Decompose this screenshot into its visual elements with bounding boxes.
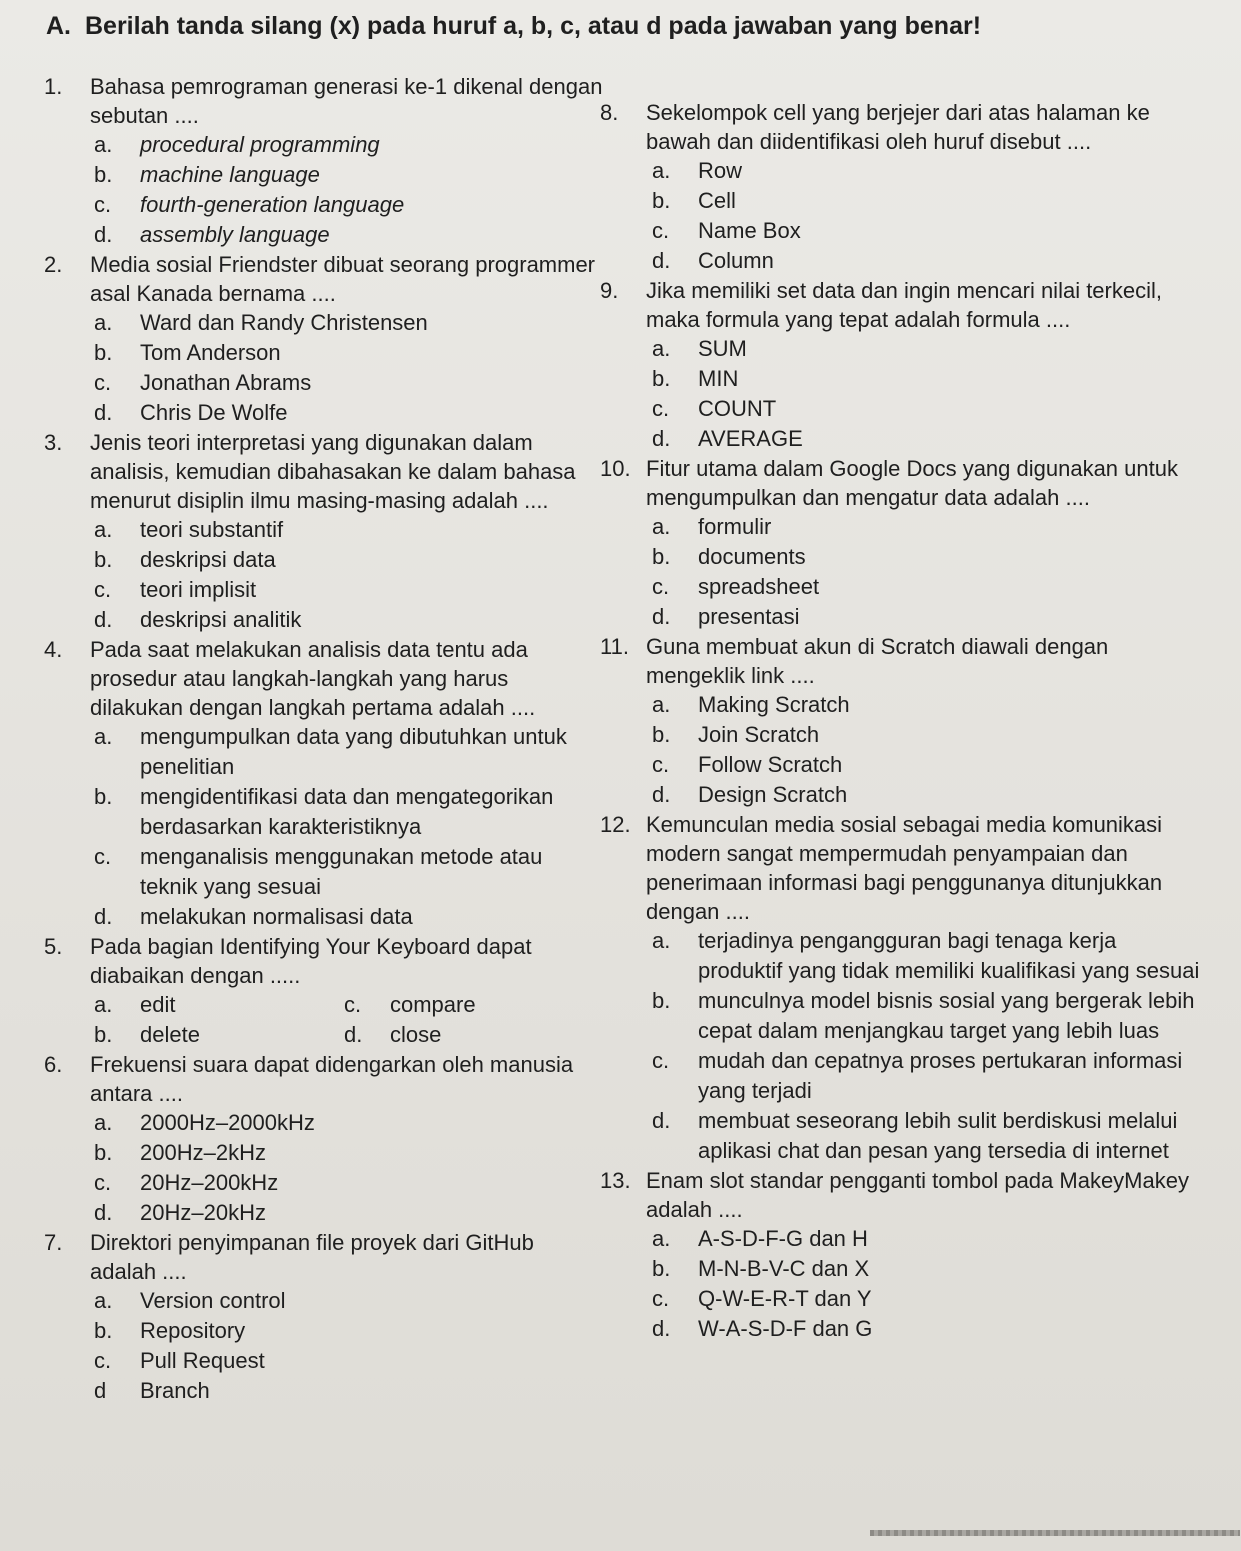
question-13 <box>600 1166 1200 1344</box>
option-a[interactable] <box>94 990 344 1020</box>
option-b[interactable] <box>44 160 604 190</box>
option-b[interactable] <box>94 1020 344 1050</box>
option-text: SUM <box>698 336 747 361</box>
option-letter: c. <box>344 992 362 1017</box>
option-letter: d. <box>652 248 671 273</box>
option-a[interactable] <box>600 690 1200 720</box>
question-stem: Direktori penyimpanan file proyek dari GitHub adalah .... <box>90 1230 534 1284</box>
option-text: Column <box>698 248 774 273</box>
question-stem: Jika memiliki set data dan ingin mencari nilai terkecil, maka formula yang tepat adalah formula .... <box>646 278 1162 332</box>
option-a[interactable] <box>44 722 604 782</box>
option-text: delete <box>140 1022 200 1047</box>
option-letter: a. <box>94 517 113 542</box>
question-number: 13. <box>600 1168 631 1193</box>
option-text: MIN <box>698 366 739 391</box>
option-text: melakukan normalisasi data <box>140 904 413 929</box>
question-11 <box>600 632 1200 810</box>
option-d[interactable] <box>600 424 1200 454</box>
option-text: A-S-D-F-G dan H <box>698 1226 868 1251</box>
option-letter: c. <box>652 396 670 421</box>
question-stem: Guna membuat akun di Scratch diawali dengan mengeklik link .... <box>646 634 1109 688</box>
option-d[interactable] <box>44 398 604 428</box>
right-column <box>600 98 1200 1344</box>
option-text: 20Hz–20kHz <box>140 1200 266 1225</box>
question-number: 7. <box>44 1230 63 1255</box>
question-1 <box>44 72 604 250</box>
option-letter: b. <box>94 162 113 187</box>
option-text: Branch <box>140 1378 210 1403</box>
option-text: AVERAGE <box>698 426 803 451</box>
question-number: 9. <box>600 278 619 303</box>
option-a[interactable] <box>44 308 604 338</box>
question-9 <box>600 276 1200 454</box>
option-letter: d. <box>652 426 671 451</box>
option-text: Jonathan Abrams <box>140 370 312 395</box>
option-letter: d. <box>652 1316 671 1341</box>
option-letter: a. <box>94 1110 113 1135</box>
option-text: membuat seseorang lebih sulit berdiskusi melalui aplikasi chat dan pesan yang tersedia di internet <box>698 1108 1178 1163</box>
option-c[interactable] <box>344 990 594 1020</box>
option-text: mengumpulkan data yang dibutuhkan untuk penelitian <box>140 724 567 779</box>
option-letter: a. <box>94 724 113 749</box>
option-a[interactable] <box>600 334 1200 364</box>
question-stem: Jenis teori interpretasi yang digunakan dalam analisis, kemudian dibahasakan ke dalam bahasa menurut disiplin ilmu masing-masing adalah .... <box>90 430 576 513</box>
option-b[interactable] <box>600 364 1200 394</box>
option-letter: b. <box>94 784 113 809</box>
question-2 <box>44 250 604 428</box>
option-text: munculnya model bisnis sosial yang bergerak lebih cepat dalam menjangkau target yang lebih luas <box>698 988 1195 1043</box>
option-letter: a. <box>94 310 113 335</box>
option-b[interactable] <box>44 782 604 842</box>
question-stem: Fitur utama dalam Google Docs yang digunakan untuk mengumpulkan dan mengatur data adalah .... <box>646 456 1178 510</box>
option-b[interactable] <box>44 545 604 575</box>
option-text: deskripsi data <box>140 547 276 572</box>
option-d[interactable] <box>600 1106 1200 1166</box>
option-letter: a. <box>652 158 671 183</box>
option-letter: a. <box>94 132 113 157</box>
option-text: Repository <box>140 1318 246 1343</box>
option-letter: c. <box>94 577 112 602</box>
question-7 <box>44 1228 604 1406</box>
option-b[interactable] <box>44 338 604 368</box>
option-text: Tom Anderson <box>140 340 281 365</box>
option-letter: c. <box>94 192 112 217</box>
option-c[interactable] <box>44 1168 604 1198</box>
left-column <box>44 72 604 1406</box>
option-b[interactable] <box>44 1138 604 1168</box>
option-letter: c. <box>652 574 670 599</box>
option-d[interactable] <box>600 780 1200 810</box>
option-d[interactable] <box>344 1020 594 1050</box>
option-letter: c. <box>652 1048 670 1073</box>
page-edge-line <box>870 1530 1240 1536</box>
option-text: Row <box>698 158 743 183</box>
option-letter: d. <box>94 400 113 425</box>
section-heading <box>46 12 1226 41</box>
question-stem: Sekelompok cell yang berjejer dari atas halaman ke bawah dan diidentifikasi oleh huruf disebut .... <box>646 100 1150 154</box>
option-letter: d. <box>94 222 113 247</box>
option-d[interactable] <box>44 902 604 932</box>
option-b[interactable] <box>600 186 1200 216</box>
option-c[interactable] <box>600 216 1200 246</box>
option-text: Pull Request <box>140 1348 265 1373</box>
option-b[interactable] <box>600 1254 1200 1284</box>
option-letter: c. <box>94 370 112 395</box>
question-5 <box>44 932 604 1050</box>
option-letter: b. <box>94 1140 113 1165</box>
option-text: Follow Scratch <box>698 752 843 777</box>
option-letter: d. <box>344 1022 363 1047</box>
option-letter: b. <box>652 188 671 213</box>
option-text: Ward dan Randy Christensen <box>140 310 428 335</box>
option-letter: b. <box>94 547 113 572</box>
question-number: 6. <box>44 1052 63 1077</box>
option-c[interactable] <box>44 575 604 605</box>
option-text: formulir <box>698 514 772 539</box>
option-text: 200Hz–2kHz <box>140 1140 266 1165</box>
question-number: 11. <box>600 634 629 659</box>
question-stem: Enam slot standar pengganti tombol pada MakeyMakey adalah .... <box>646 1168 1189 1222</box>
question-number: 4. <box>44 637 63 662</box>
question-10 <box>600 454 1200 632</box>
option-b[interactable] <box>600 986 1200 1046</box>
option-text: 2000Hz–2000kHz <box>140 1110 315 1135</box>
option-d[interactable] <box>44 1198 604 1228</box>
option-letter: a. <box>652 514 671 539</box>
option-letter: a. <box>652 336 671 361</box>
question-stem: Frekuensi suara dapat didengarkan oleh manusia antara .... <box>90 1052 574 1106</box>
option-a[interactable] <box>600 512 1200 542</box>
option-b[interactable] <box>600 720 1200 750</box>
option-text: assembly language <box>140 222 330 247</box>
option-text: procedural programming <box>140 132 380 157</box>
option-c[interactable] <box>600 394 1200 424</box>
question-3 <box>44 428 604 635</box>
option-text: terjadinya pengangguran bagi tenaga kerja produktif yang tidak memiliki kualifikasi yang sesuai <box>698 928 1200 983</box>
option-letter: d. <box>652 782 671 807</box>
question-number: 2. <box>44 252 63 277</box>
option-text: presentasi <box>698 604 800 629</box>
option-letter: b. <box>652 1256 671 1281</box>
option-text: W-A-S-D-F dan G <box>698 1316 873 1341</box>
question-4 <box>44 635 604 932</box>
option-d[interactable] <box>44 605 604 635</box>
option-text: documents <box>698 544 806 569</box>
question-6 <box>44 1050 604 1228</box>
option-letter: d. <box>652 1108 671 1133</box>
question-stem: Media sosial Friendster dibuat seorang programmer asal Kanada bernama .... <box>90 252 596 306</box>
question-number: 12. <box>600 812 631 837</box>
option-text: machine language <box>140 162 320 187</box>
option-letter: b. <box>94 1318 113 1343</box>
option-text: fourth-generation language <box>140 192 405 217</box>
option-text: 20Hz–200kHz <box>140 1170 279 1195</box>
option-text: mengidentifikasi data dan mengategorikan berdasarkan karakteristiknya <box>140 784 554 839</box>
option-letter: b. <box>652 544 671 569</box>
option-b[interactable] <box>44 1316 604 1346</box>
question-12 <box>600 810 1200 1166</box>
option-letter: c. <box>652 218 670 243</box>
option-d[interactable] <box>600 246 1200 276</box>
option-text: Making Scratch <box>698 692 850 717</box>
question-8 <box>600 98 1200 276</box>
question-number: 10. <box>600 456 631 481</box>
option-letter: d <box>94 1378 107 1403</box>
option-text: Q-W-E-R-T dan Y <box>698 1286 872 1311</box>
option-text: Version control <box>140 1288 286 1313</box>
option-letter: c. <box>652 752 670 777</box>
option-letter: c. <box>94 1170 112 1195</box>
option-a[interactable] <box>44 515 604 545</box>
question-stem: Pada bagian Identifying Your Keyboard dapat diabaikan dengan ..... <box>90 934 532 988</box>
option-c[interactable] <box>44 190 604 220</box>
option-letter: b. <box>94 1022 113 1047</box>
question-number: 8. <box>600 100 619 125</box>
option-letter: b. <box>652 988 671 1013</box>
option-d[interactable] <box>600 602 1200 632</box>
option-d[interactable] <box>600 1314 1200 1344</box>
option-letter: c. <box>94 1348 112 1373</box>
option-text: mudah dan cepatnya proses pertukaran informasi yang terjadi <box>698 1048 1183 1103</box>
question-number: 1. <box>44 74 63 99</box>
option-letter: c. <box>652 1286 670 1311</box>
option-c[interactable] <box>600 750 1200 780</box>
option-text: Name Box <box>698 218 801 243</box>
option-text: teori implisit <box>140 577 257 602</box>
section-instruction: Berilah tanda silang (x) pada huruf a, b, c, atau d pada jawaban yang benar! <box>85 12 982 40</box>
option-text: menganalisis menggunakan metode atau teknik yang sesuai <box>140 844 543 899</box>
option-c[interactable] <box>44 842 604 902</box>
option-d[interactable] <box>44 220 604 250</box>
option-letter: b. <box>652 366 671 391</box>
option-letter: b. <box>94 340 113 365</box>
option-a[interactable] <box>44 1108 604 1138</box>
option-text: teori substantif <box>140 517 284 542</box>
option-c[interactable] <box>44 368 604 398</box>
options-grid <box>44 990 604 1050</box>
option-text: Design Scratch <box>698 782 848 807</box>
option-text: edit <box>140 992 176 1017</box>
option-text: M-N-B-V-C dan X <box>698 1256 870 1281</box>
option-letter: d. <box>94 904 113 929</box>
option-c[interactable] <box>600 1284 1200 1314</box>
option-a[interactable] <box>600 156 1200 186</box>
option-c[interactable] <box>44 1346 604 1376</box>
question-stem: Bahasa pemrograman generasi ke-1 dikenal dengan sebutan .... <box>90 74 603 128</box>
option-text: Join Scratch <box>698 722 820 747</box>
question-stem: Pada saat melakukan analisis data tentu ada prosedur atau langkah-langkah yang harus dilakukan dengan langkah pertama adalah .... <box>90 637 536 720</box>
option-letter: d. <box>94 607 113 632</box>
option-b[interactable] <box>600 542 1200 572</box>
option-letter: a. <box>652 928 671 953</box>
option-d[interactable] <box>44 1376 604 1406</box>
section-label: A. <box>46 12 71 40</box>
option-letter: a. <box>94 1288 113 1313</box>
option-letter: a. <box>94 992 113 1017</box>
question-number: 5. <box>44 934 63 959</box>
option-letter: a. <box>652 692 671 717</box>
option-text: close <box>390 1022 442 1047</box>
option-letter: d. <box>94 1200 113 1225</box>
option-c[interactable] <box>600 572 1200 602</box>
option-text: Chris De Wolfe <box>140 400 288 425</box>
option-letter: d. <box>652 604 671 629</box>
option-c[interactable] <box>600 1046 1200 1106</box>
option-a[interactable] <box>44 1286 604 1316</box>
option-text: spreadsheet <box>698 574 820 599</box>
option-a[interactable] <box>44 130 604 160</box>
option-letter: a. <box>652 1226 671 1251</box>
option-text: deskripsi analitik <box>140 607 302 632</box>
option-letter: b. <box>652 722 671 747</box>
question-stem: Kemunculan media sosial sebagai media komunikasi modern sangat mempermudah penyampaian dan penerimaan informasi bagi penggunanya ditunjukkan dengan .... <box>646 812 1163 924</box>
option-text: compare <box>390 992 476 1017</box>
question-number: 3. <box>44 430 63 455</box>
option-a[interactable] <box>600 1224 1200 1254</box>
option-a[interactable] <box>600 926 1200 986</box>
option-text: Cell <box>698 188 736 213</box>
option-letter: c. <box>94 844 112 869</box>
option-text: COUNT <box>698 396 777 421</box>
